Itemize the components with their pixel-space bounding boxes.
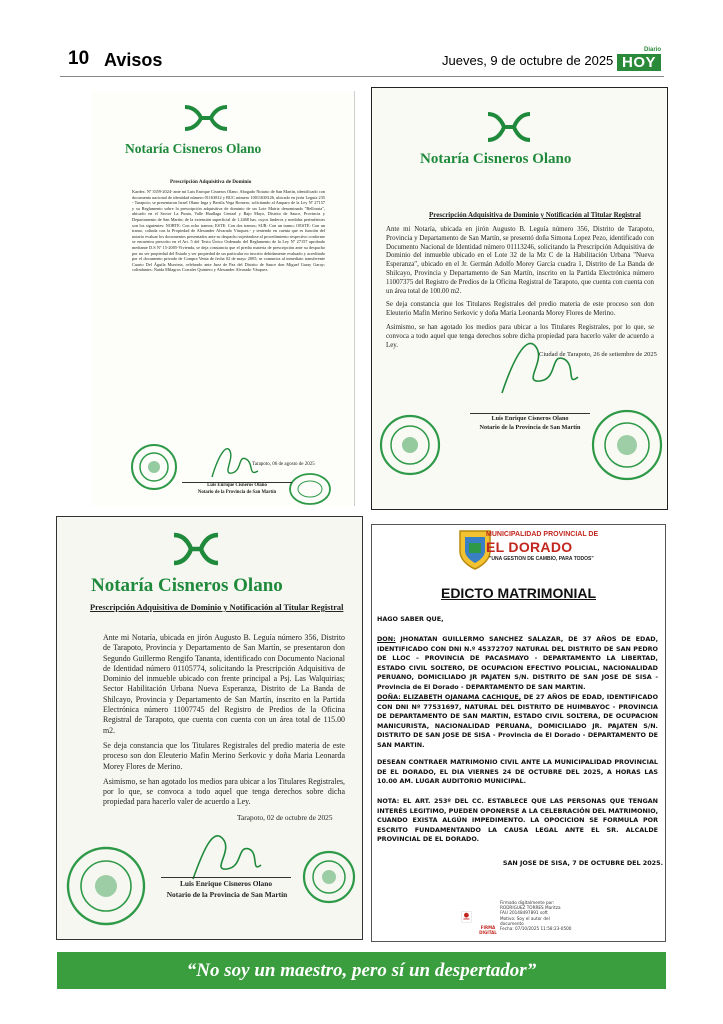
dsig-line: RODRIGUEZ TORRES Maritza bbox=[500, 905, 561, 911]
signer-name: Luis Enrique Cisneros Olano bbox=[207, 483, 267, 488]
signer-title: Notario de la Provincia de San Martín bbox=[479, 424, 581, 431]
signature-line bbox=[161, 877, 291, 878]
header-divider bbox=[60, 76, 664, 77]
edicto-groom bbox=[377, 635, 658, 693]
municipality-motto: "UNA GESTION DE CAMBIO, PARA TODOS" bbox=[489, 556, 594, 562]
dsig-line: FAU 20148497891 soft bbox=[500, 910, 548, 916]
place-date: Tarapoto, 06 de agosto de 2025 bbox=[252, 462, 315, 467]
place-date: Tarapoto, 02 de octubre de 2025 bbox=[237, 813, 333, 822]
notice-paragraph: Kardex. Nº 3359-2024- ante mí Luis Enrique Cisneros Olano. Abogado Notario de San Martín, identificado con documento nacional de identidad número 01163812 y RUC número 10011638126, ubicado en jirón Leguía 235 - Tarapoto; se presentaron Irrael Olano Inga y Bertila Vega Romero, solicitando al Amparo de la Ley Nº 27157 y su Reglamento sobre la prescripción adquisitiva de dominio de un Lote Matriz denominado "Belloraia", ubicado en el Sector La Punta, Valle Huallaga Central y Bajo Mayo, Distrito de Sauce, Provincia y Departamento de San Martín; de la extensión superficial de 1.2468 has. cuyos linderos y medidas perimétricas son los siguientes: NORTE: Con ocho tramos; ESTE: Con dos tramos; SUR: Con un tramo; OESTE: Con un tramo, colinda con la Propiedad de Alexander Alvarado Vásquez.- y teniendo en cuenta que es función del notario evaluar los documentos presentados ante su despacho sujetándose al procedimiento respectivo conforme se encuentra prescrito en el Art. 5 del Texto Único Ordenado del Reglamento de la Ley Nº 27157 aprobado mediante D.S Nº 15-2005-Vivienda, se deja constancia que el predio materia de prescripción ante su despacho por no ser propiedad del Estado y ser propiedad de un particular no inscrito debidamente evaluado y acreditado por el documento privado de Compra Venta de fecha 02 de mayo 2005; se comunica al inmediato transferente Cuarto Del Águila Murrieta, celebrado ante Juez de Paz del Distrito de Sauce don Miguel Garay Garay; colindantes: Naida Milagros Corrales Quintero y Alexander Alvarado Vásquez. bbox=[132, 189, 325, 273]
signature-icon bbox=[204, 437, 264, 485]
notary-stamp-icon bbox=[65, 845, 147, 927]
notary-stamp-icon bbox=[378, 413, 442, 477]
notary-emblem-icon bbox=[181, 103, 231, 133]
notice-heading: Prescripción Adquisitiva de Dominio y Notificación al Titular Registral bbox=[90, 603, 344, 612]
groom-label: DON: bbox=[377, 635, 396, 643]
logo-main-text: HOY bbox=[617, 54, 661, 71]
edicto-title: EDICTO MATRIMONIAL bbox=[440, 585, 597, 601]
notary-notice-1 bbox=[92, 91, 355, 506]
edicto-intro: HAGO SABER QUE, bbox=[377, 615, 444, 623]
signer-title: Notario de la Provincia de San Martín bbox=[166, 890, 288, 899]
dsig-line: Motivo: Soy el autor del bbox=[500, 915, 550, 921]
firma-digital-label: FIRMA DIGITAL bbox=[479, 925, 497, 935]
notary-name: Notaría Cisneros Olano bbox=[125, 141, 262, 156]
edicto-place-date: SAN JOSE DE SISA, 7 DE OCTUBRE DEL 2025. bbox=[502, 859, 663, 867]
logo-top-text: Diario bbox=[643, 47, 661, 53]
notary-notice-3 bbox=[56, 516, 363, 940]
groom-details: JHONATAN GUILLERMO SANCHEZ SALAZAR, DE 37 AÑOS DE EDAD, IDENTIFICADO CON DNI N.º 45372707 NATURAL DEL DISTRITO DE SAN PEDRO DE LLOC – PROVINCIA DE PACASMAYO - DEPARTAMENTO LA LIBERTAD, ESTADO CIVIL SOLTERO, DE OCUPACION EFECTIVO POLICIAL, NACIONALIDAD PERUANO, DOMICILIADO JR PAJATEN S/N. DISTRITO DE SAN JOSE DE SISA - Provincia de El Dorado - DEPARTAMENTO DE SAN MARTIN. bbox=[377, 635, 658, 691]
notice-body bbox=[132, 189, 325, 278]
municipality-line-1: MUNICIPALIDAD PROVINCIAL DE bbox=[486, 531, 599, 538]
notice-body bbox=[103, 633, 345, 813]
footer-quote: “No soy un maestro, pero sí un despertador” bbox=[186, 960, 537, 981]
dsig-line: Fecha: 07/10/2025 11:58:23-0500 bbox=[500, 926, 572, 932]
notary-name: Notaría Cisneros Olano bbox=[91, 575, 283, 596]
seal-stamp-icon bbox=[590, 408, 664, 482]
signature-icon bbox=[492, 323, 582, 403]
notice-heading: Prescripción Adquisitiva de Dominio y Notificación al Titular Registral bbox=[429, 211, 641, 219]
edicto-bride bbox=[377, 693, 658, 751]
dsig-line: Firmado digitalmente por: bbox=[500, 900, 555, 905]
edicto-purpose: DESEAN CONTRAER MATRIMONIO CIVIL ANTE LA MUNICIPALIDAD PROVINCIAL DE EL DORADO, EL DIA VIERNES 24 DE OCTUBRE DEL 2025, A HORAS LAS 10.00 AM. LUGAR AUDITORIO MUNICIPAL. bbox=[377, 758, 658, 786]
notary-emblem-icon bbox=[170, 531, 222, 567]
page-number: 10 bbox=[68, 48, 90, 69]
signature-line bbox=[470, 413, 590, 414]
signer-name: Luis Enrique Cisneros Olano bbox=[179, 879, 273, 888]
edicto-note: NOTA: EL ART. 253º DEL CC. ESTABLECE QUE LAS PERSONAS QUE TENGAN INTERÉS LEGITIMO, PUEDEN OPONERSE A LA CELEBRACIÓN DEL MATRIMONIO, CUANDO EXISTA ALGÚN IMPEDIMENTO. LA OPOCICION SE FORMULA POR ESCRITO FUNDAMENTANDO LA CAUSA LEGAL ANTE EL SR. ALCALDE PROVINCIAL DE EL DORADO. bbox=[377, 797, 658, 844]
notary-name: Notaría Cisneros Olano bbox=[420, 151, 572, 167]
place-date: Ciudad de Tarapoto, 26 de setiembre de 2025 bbox=[539, 351, 657, 358]
signer-name: Luis Enrique Cisneros Olano bbox=[491, 415, 569, 422]
bride-label: DOÑA: ELIZABETH OJANAMA CACHIQUE, bbox=[377, 693, 522, 701]
notary-stamp-icon bbox=[130, 443, 178, 491]
municipality-line-2: EL DORADO bbox=[486, 539, 573, 555]
footer-banner bbox=[57, 952, 666, 989]
notice-paragraph: Ante mi Notaría, ubicada en jirón Augusto B. Leguía número 356, Distrito de Tarapoto, Provincia y Departamento de San Martín, se presentaron don Segundo Guillermo Rengifo Tananta, identificado con Documento Nacional de Identidad número 01105774, solicitando la Prescripción Adquisitiva de Dominio del inmueble ubicado con frente principal a Psj. Las Walquirias; Sector Habilitación Urbana Nueva Esperanza, Distrito de La Banda de Shilcayo, Provincia y Departamento de San Martín, inscrito en la Partida Electrónica número 11007745 del Registro de Predios de la Oficina Registral de Tarapoto, que cuenta con cuenta con un área total de 115.00 m2. bbox=[103, 633, 345, 735]
notary-emblem-icon bbox=[484, 110, 534, 144]
signer-title: Notario de la Provincia de San Martín bbox=[197, 490, 277, 495]
notice-paragraph: Asimismo, se han agotado los medios para ubicar a los Titulares Registrales, por lo que, se convoca a todo aquel que tenga derechos sobre dicha propiedad para hacerlo valer de acuerdo a Ley. bbox=[386, 323, 654, 349]
notice-paragraph: Asimismo, se han agotado los medios para ubicar a los Titulares Registrales, por lo que, se convoca a todo aquel que tenga derechos sobre dicha propiedad para hacerlo valer de acuerdo a Ley. bbox=[103, 776, 345, 807]
notice-paragraph: Ante mi Notaría, ubicada en jirón Augusto B. Leguía número 356, Distrito de Tarapoto, Provincia y Departamento de San Martín, se presentó doña Simona Lopez Pezo, identificado con Documento Nacional de Identidad número 01113246, solicitando la Prescripción Adquisitiva de Dominio del inmueble ubicado en el Lote 32 de la Mz C de la Habilitación Urbana "Nueva Esperanza", ubicado en el Jr. Germán Adolfo Morey García cuadra 1, Distrito de La Banda de Shilcayo, Provincia y Departamento de San Martín, inscrito en la Partida Electrónica número 11007375 del Registro de Predios de la Oficina Registral de Tarapoto, que cuenta con cuenta con un área total de 100.00 m2. bbox=[386, 226, 654, 295]
notice-paragraph: Se deja constancia que los Titulares Registrales del predio materia de este proceso son don Eleuterio Mafin Merino Serkovic y doña Maria Leonarda Morey Flores de Merino. bbox=[103, 740, 345, 771]
digital-signature-text bbox=[500, 900, 571, 931]
notice-heading: Prescripción Adquisitiva de Dominio bbox=[170, 179, 252, 185]
bride-details: DE 27 AÑOS DE EDAD, IDENTIFICADO CON DNI Nº 77531697, NATURAL DEL DISTRITO DE HUIMBAYOC - PROVINCIA DE DEPARTAMENTO DE SAN MARTIN, ESTADO CIVIL SOLTERA, DE OCUPACION MANICURISTA, NACIONALIDAD PERUANA, DOMICILIADO JR. PAJATEN S/N. DISTRITO DE SAN JOSE DE SISA - Provincia de El Dorado - DEPARTAMENTO DE SAN MARTIN. bbox=[377, 693, 659, 749]
section-title: Avisos bbox=[104, 50, 163, 70]
issue-date: Jueves, 9 de octubre de 2025 bbox=[442, 53, 614, 68]
newspaper-logo bbox=[617, 47, 661, 72]
notary-notice-2 bbox=[371, 87, 668, 510]
dsig-line: documento bbox=[500, 920, 524, 926]
seal-stamp-icon bbox=[288, 472, 332, 506]
notice-paragraph: Se deja constancia que los Titulares Registrales del predio materia de este proceso son don Eleuterio Mafin Merino Serkovic y doña María Leonarda Morey Flores de Merino. bbox=[386, 301, 654, 318]
